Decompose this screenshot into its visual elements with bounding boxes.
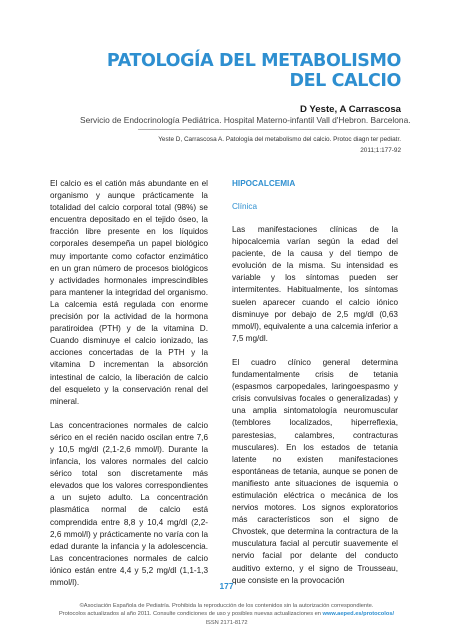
footer-issn: ISSN 2171-8172: [205, 619, 248, 626]
protocols-link[interactable]: www.aeped.es/protocolos/: [322, 611, 395, 618]
affiliation: Servicio de Endocrinología Pediátrica. Hospital Materno-infantil Vall d'Hebron. Barcelona.: [80, 115, 411, 125]
page-number: 177: [219, 581, 234, 591]
body-paragraph: El cuadro clínico general determina fundamentalmente crisis de tetania (espasmos carpopedales, laringoespasmo y crisis convulsivas focales o generalizadas) y una amplia sintomatología neuromuscular (temblores localizados, hiperreflexia, parestesias, calambres, contracturas musculares). En los estados de tetania latente no existen manifestaciones espontáneas de tetania, aunque se ponen de manifiesto ante situaciones de isquemia o estimulación eléctrica o mecánica de los nervios motores. Los signos exploratorios más característicos son el signo de Chvostek, que determina la contractura de la musculatura facial al percutir suavemente el nervio facial por delante del conducto auditivo externo, y el signo de Trousseau, que consiste en la provocación: [232, 357, 398, 585]
section-heading: HIPOCALCEMIA: [232, 179, 296, 188]
right-column: [232, 178, 398, 599]
citation-line-1: Yeste D, Carrascosa A. Patología del metabolismo del calcio. Protoc diagn ter pediatr.: [158, 136, 401, 143]
body-paragraph: Las manifestaciones clínicas de la hipocalcemia varían según la edad del paciente, de la causa y del tiempo de evolución de la misma. Su intensidad es variable y los síntomas pueden ser intermitentes. Habitualmente, los síntomas suelen aparecer cuando el calcio iónico disminuye por debajo de 2,5 mg/dl (0,63 mmol/l), equivalente a una calcemia inferior a 7,5 mg/dl.: [232, 225, 398, 343]
article-title-line-1: PATOLOGÍA DEL METABOLISMO: [106, 51, 401, 71]
footer-update-line: [0, 610, 453, 618]
left-column: [50, 178, 208, 601]
footer-update-text: Protocolos actualizados al año 2011. Consulte condiciones de uso y posibles nuevas actualizaciones en: [58, 611, 323, 618]
body-paragraph: El calcio es el catión más abundante en el organismo y aunque prácticamente la totalidad del calcio corporal total (98%) se encuentra depositado en el tejido óseo, la fracción libre presente en los líquidos corporales desempeña un papel biológico muy importante como cofactor enzimático en un gran número de procesos biológicos y actividades hormonales imprescindibles para mantener la integridad del organismo. La calcemia está regulada con enorme precisión por la actividad de la hormona paratiroidea (PTH) y de la vitamina D. Cuando disminuye el calcio ionizado, las acciones concertadas de la PTH y la vitamina D incrementan la absorción intestinal de calcio, la liberación de calcio del esqueleto y la conservación renal del mineral.: [50, 179, 208, 406]
header-divider: [138, 129, 400, 130]
body-paragraph: Las concentraciones normales de calcio sérico en el recién nacido oscilan entre 7,6 y 10,5 mg/dl (2,1-2,6 mmol/l). Durante la infancia, los valores normales del calcio sérico total son discretamente más elevados que los valores correspondientes a un sujeto adulto. La concentración plasmática normal de calcio está comprendida entre 8,8 y 10,4 mg/dl (2,2-2,6 mmol/l) y prácticamente no varía con la edad durante la infancia y la adolescencia. Las concentraciones normales de calcio iónico están entre 4,4 y 5,2 mg/dl (1,1-1,3 mmol/l).: [50, 420, 208, 587]
authors: D Yeste, A Carrascosa: [300, 104, 401, 115]
citation-line-2: 2011;1:177-92: [360, 147, 401, 154]
subsection-heading: Clínica: [232, 202, 258, 211]
citation: [158, 134, 401, 156]
footer-copyright: ©Asociación Española de Pediatría. Prohibida la reproducción de los contenidos sin la autorización correspondiente.: [79, 603, 374, 609]
article-title-line-2: DEL CALCIO: [289, 71, 401, 91]
footer: [0, 602, 453, 627]
article-title: [107, 51, 401, 91]
